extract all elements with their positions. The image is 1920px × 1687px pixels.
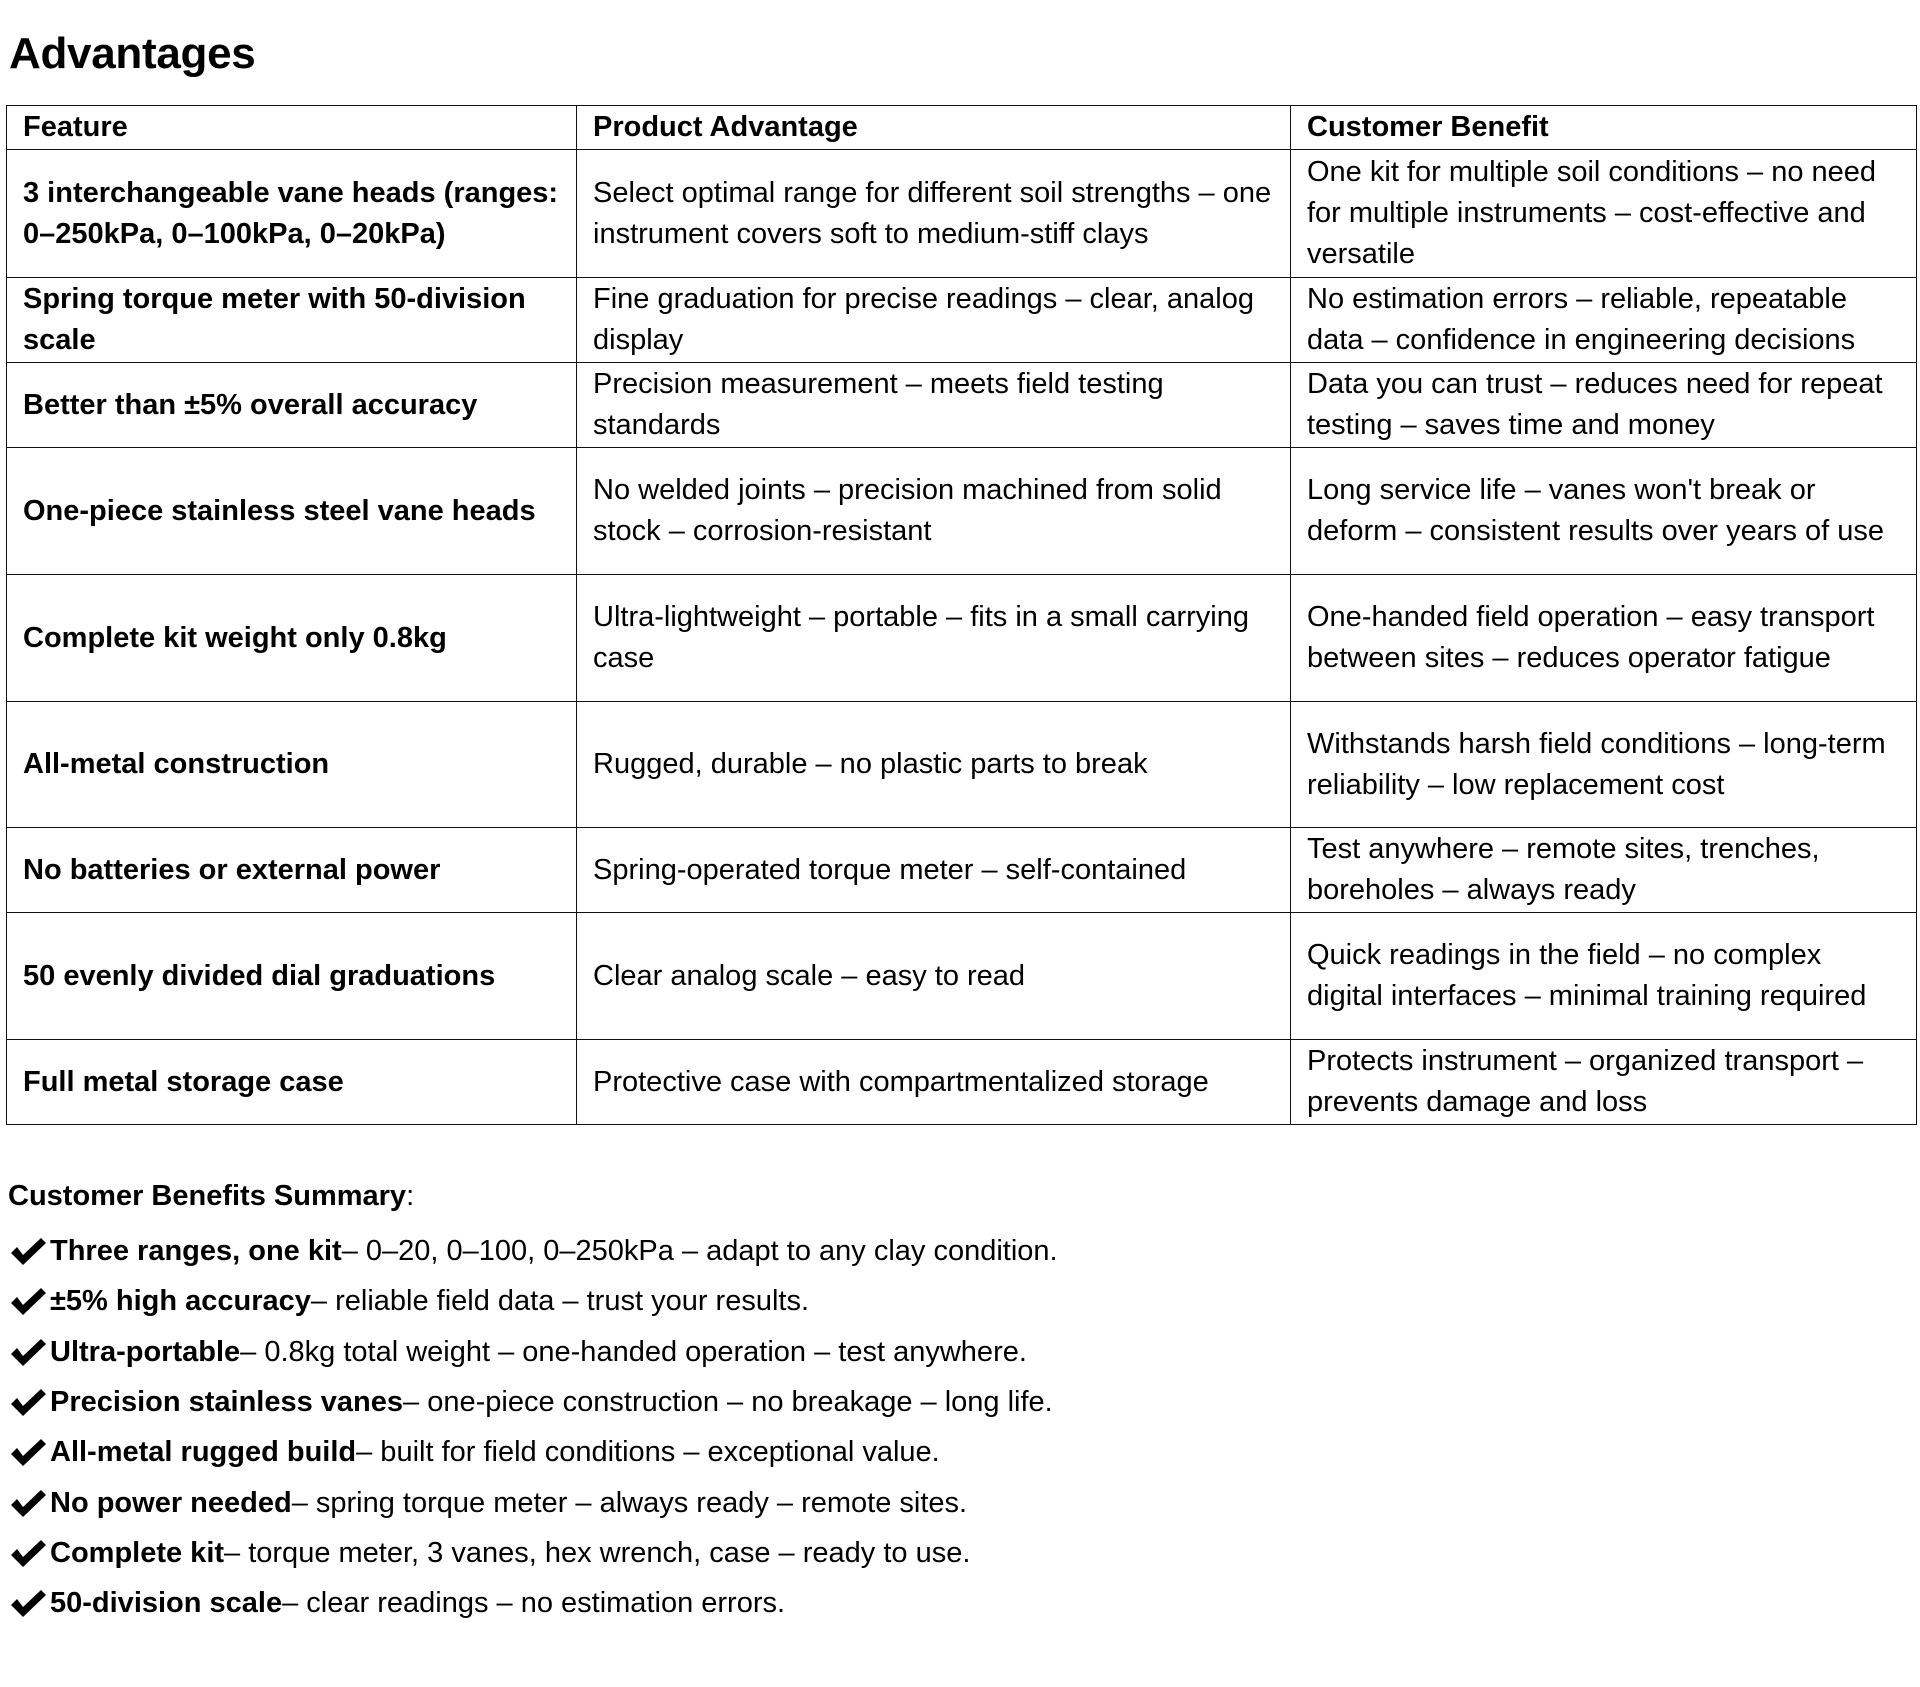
table-row xyxy=(7,448,1917,575)
list-item xyxy=(8,1377,1208,1427)
benefit-text: – one-piece construction – no breakage – long life. xyxy=(403,1386,1053,1419)
table-row xyxy=(7,150,1917,278)
advantage-cell: Protective case with compartmentalized storage xyxy=(577,1040,1291,1125)
checkmark-icon xyxy=(8,1486,48,1520)
feature-cell: 50 evenly divided dial graduations xyxy=(7,913,577,1040)
benefits-summary xyxy=(8,1176,1208,1628)
benefit-cell: Withstands harsh field conditions – long-term reliability – low replacement cost xyxy=(1291,702,1917,828)
advantage-cell: Clear analog scale – easy to read xyxy=(577,913,1291,1040)
benefit-title: ±5% high accuracy xyxy=(50,1285,311,1318)
advantage-cell: Select optimal range for different soil strengths – one instrument covers soft to medium-stiff clays xyxy=(577,150,1291,278)
benefit-title: Three ranges, one kit xyxy=(50,1235,342,1268)
list-item xyxy=(8,1477,1208,1527)
benefit-title: No power needed xyxy=(50,1486,292,1519)
benefit-text: – reliable field data – trust your results. xyxy=(310,1285,810,1318)
benefit-title: 50-division scale xyxy=(50,1587,283,1620)
benefit-title: Ultra-portable xyxy=(50,1335,241,1368)
table-row xyxy=(7,828,1917,913)
checkmark-icon xyxy=(8,1586,48,1620)
benefit-cell: Long service life – vanes won't break or deform – consistent results over years of use xyxy=(1291,448,1917,575)
list-item xyxy=(8,1528,1208,1578)
feature-cell: Better than ±5% overall accuracy xyxy=(7,363,577,448)
advantage-cell: No welded joints – precision machined from solid stock – corrosion-resistant xyxy=(577,448,1291,575)
benefit-text: – torque meter, 3 vanes, hex wrench, case – ready to use. xyxy=(224,1536,971,1569)
summary-title: Customer Benefits Summary xyxy=(8,1180,407,1212)
advantage-cell: Ultra-lightweight – portable – fits in a small carrying case xyxy=(577,575,1291,702)
column-header-product-advantage: Product Advantage xyxy=(577,106,1291,150)
feature-cell: No batteries or external power xyxy=(7,828,577,913)
benefit-cell: One kit for multiple soil conditions – no need for multiple instruments – cost-effective and versatile xyxy=(1291,150,1917,278)
list-item xyxy=(8,1226,1208,1276)
column-header-feature: Feature xyxy=(7,106,577,150)
table-row xyxy=(7,1040,1917,1125)
benefit-title: Complete kit xyxy=(50,1536,225,1569)
benefits-list xyxy=(8,1226,1208,1628)
list-item xyxy=(8,1427,1208,1477)
advantage-cell: Rugged, durable – no plastic parts to break xyxy=(577,702,1291,828)
benefit-cell: Test anywhere – remote sites, trenches, boreholes – always ready xyxy=(1291,828,1917,913)
table-row xyxy=(7,575,1917,702)
checkmark-icon xyxy=(8,1234,48,1268)
summary-heading xyxy=(8,1176,1208,1216)
feature-cell: All-metal construction xyxy=(7,702,577,828)
benefit-text: – clear readings – no estimation errors. xyxy=(282,1587,786,1620)
summary-title-suffix: : xyxy=(406,1180,415,1212)
feature-cell: Complete kit weight only 0.8kg xyxy=(7,575,577,702)
list-item xyxy=(8,1327,1208,1377)
feature-cell: Full metal storage case xyxy=(7,1040,577,1125)
advantage-cell: Spring-operated torque meter – self-contained xyxy=(577,828,1291,913)
table-row xyxy=(7,278,1917,363)
advantage-cell: Fine graduation for precise readings – clear, analog display xyxy=(577,278,1291,363)
benefit-title: All-metal rugged build xyxy=(50,1436,357,1469)
checkmark-icon xyxy=(8,1284,48,1318)
benefit-text: – 0–20, 0–100, 0–250kPa – adapt to any clay condition. xyxy=(341,1235,1058,1268)
checkmark-icon xyxy=(8,1335,48,1369)
benefit-cell: No estimation errors – reliable, repeatable data – confidence in engineering decisions xyxy=(1291,278,1917,363)
table-row xyxy=(7,363,1917,448)
advantage-cell: Precision measurement – meets field testing standards xyxy=(577,363,1291,448)
benefit-cell: Data you can trust – reduces need for repeat testing – saves time and money xyxy=(1291,363,1917,448)
feature-cell: One-piece stainless steel vane heads xyxy=(7,448,577,575)
page-title: Advantages xyxy=(9,29,256,78)
benefit-cell: One-handed field operation – easy transport between sites – reduces operator fatigue xyxy=(1291,575,1917,702)
table-row xyxy=(7,913,1917,1040)
list-item xyxy=(8,1578,1208,1628)
column-header-customer-benefit: Customer Benefit xyxy=(1291,106,1917,150)
feature-cell: 3 interchangeable vane heads (ranges: 0–250kPa, 0–100kPa, 0–20kPa) xyxy=(7,150,577,278)
benefit-text: – spring torque meter – always ready – remote sites. xyxy=(291,1486,968,1519)
benefit-text: – built for field conditions – exceptional value. xyxy=(356,1436,940,1469)
list-item xyxy=(8,1276,1208,1326)
benefit-cell: Quick readings in the field – no complex digital interfaces – minimal training required xyxy=(1291,913,1917,1040)
advantages-table xyxy=(6,105,1917,1125)
feature-cell: Spring torque meter with 50-division scale xyxy=(7,278,577,363)
benefit-title: Precision stainless vanes xyxy=(50,1386,404,1419)
checkmark-icon xyxy=(8,1385,48,1419)
table-header-row xyxy=(7,106,1917,150)
checkmark-icon xyxy=(8,1536,48,1570)
table-row xyxy=(7,702,1917,828)
benefit-cell: Protects instrument – organized transport – prevents damage and loss xyxy=(1291,1040,1917,1125)
benefit-text: – 0.8kg total weight – one-handed operation – test anywhere. xyxy=(240,1335,1027,1368)
checkmark-icon xyxy=(8,1435,48,1469)
